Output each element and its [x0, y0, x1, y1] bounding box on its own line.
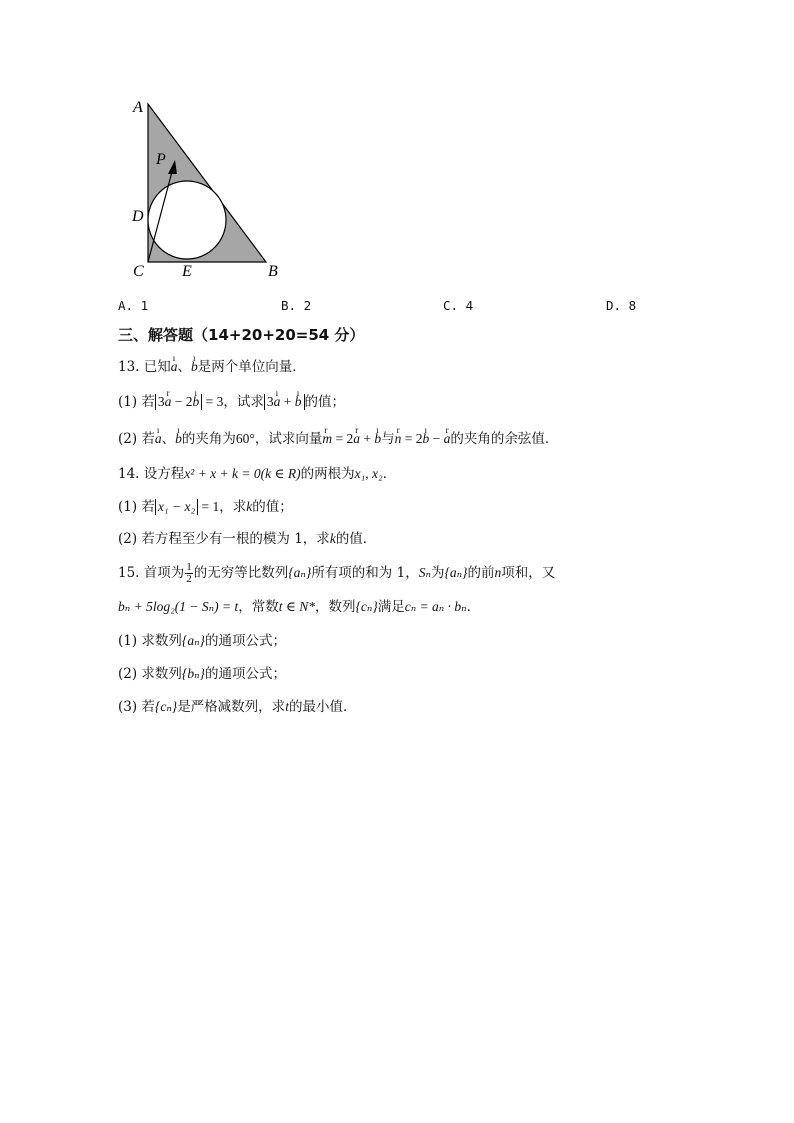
choice-b: B. 2	[281, 298, 312, 313]
q15-p1-an: {aₙ}	[181, 633, 205, 648]
q13-p2-tail: 的夹角的余弦值．	[450, 431, 559, 447]
q15-p2-label: (2)	[118, 666, 138, 682]
vector-a: ı a	[274, 394, 281, 410]
var-n: n	[494, 565, 502, 580]
label-E: E	[182, 263, 192, 280]
choice-d: D. 8	[606, 298, 637, 313]
triangle-diagram	[128, 96, 288, 286]
q14-part2	[118, 530, 376, 548]
q15-stem-line2	[118, 598, 480, 616]
vector-b: ı b	[193, 394, 200, 410]
q15-p3-tail: 的最小值．	[288, 699, 357, 715]
sequence-an-2: {aₙ}	[444, 565, 468, 580]
eq-3: = 3	[202, 394, 224, 409]
plus: +	[280, 394, 295, 409]
angle-60: 60°	[235, 431, 255, 446]
triangle-figure	[128, 96, 288, 286]
q14-p1-label: (1)	[118, 499, 138, 515]
choice-a: A. 1	[118, 298, 149, 313]
vector-a: r a	[444, 430, 451, 448]
q14-p1-if: 若	[141, 499, 155, 515]
m-expr: = 2	[332, 431, 354, 446]
q13-p2-if: 若	[141, 431, 155, 447]
and-text: 与	[381, 431, 395, 447]
q15-stem	[118, 562, 555, 585]
q15-p2-tail: 的通项公式；	[204, 666, 286, 682]
minus-2: − 2	[171, 394, 193, 409]
q14-stem-text: 设方程	[143, 466, 185, 482]
q14-p1-tail: 的值；	[252, 499, 293, 515]
q13-part2	[118, 430, 558, 448]
q15-stem-mid4: 的前	[467, 565, 495, 581]
label-P: P	[156, 151, 166, 168]
q15-line2-mid: ，常数	[238, 599, 279, 615]
q14-p2-k: k	[329, 531, 336, 546]
q13-p2-sep: 、	[161, 431, 176, 447]
q14-p2-tail: 的值．	[335, 531, 377, 547]
q15-p3-cn: {cₙ}	[154, 699, 178, 714]
q14-stem-mid: 的两根为	[300, 466, 355, 482]
vector-a: ı a	[171, 358, 178, 376]
q15-p3-mid: 是严格减数列，求	[177, 699, 286, 715]
q14-equation: x² + x + k = 0(k ∈ R)	[184, 466, 301, 481]
q15-p3-label: (3)	[118, 699, 138, 715]
q14-p1-eq: = 1	[198, 499, 220, 514]
q15-p1-text: 求数列	[141, 633, 182, 649]
vector-a: ı a	[155, 430, 162, 448]
q15-line2-end: ．	[466, 599, 481, 615]
q14-p1-mid: ，求	[219, 499, 247, 515]
label-B: B	[268, 263, 278, 280]
vector-m: r m	[322, 430, 332, 448]
fraction-one-half	[185, 562, 193, 585]
q15-stem-mid3: 为	[430, 565, 445, 581]
q15-stem-mid: 的无穷等比数列	[193, 565, 289, 581]
q13-stem	[118, 358, 306, 376]
vector-a: r a	[165, 394, 172, 410]
label-A: A	[133, 99, 143, 116]
vector-a: r a	[353, 430, 360, 448]
t-in-N: t ∈ N*	[278, 599, 315, 614]
plus: +	[359, 431, 375, 446]
q13-p1-mid: ，试求	[223, 394, 264, 410]
label-C: C	[133, 263, 144, 280]
sequence-cn: {cₙ}	[355, 599, 378, 614]
q15-stem-tail: 项和，又	[501, 565, 556, 581]
q15-p2-text: 求数列	[141, 666, 182, 682]
q14-stem	[118, 465, 396, 483]
q13-p1-if: 若	[141, 394, 155, 410]
choice-c: C. 4	[443, 298, 474, 313]
vector-b: ı b	[191, 358, 198, 376]
q13-p2-label: (2)	[118, 431, 138, 447]
frac-denominator: 2	[186, 573, 192, 585]
coef-3b: 3	[266, 394, 274, 409]
q13-p1-label: (1)	[118, 394, 138, 410]
q13-number: 13.	[118, 359, 140, 375]
q15-stem-mid2: 所有项的和为 1，	[311, 565, 419, 581]
q15-number: 15.	[118, 565, 140, 581]
frac-numerator: 1	[186, 561, 192, 573]
coef-3: 3	[157, 394, 165, 409]
q14-part1	[118, 498, 293, 516]
q15-line2-mid3: 满足	[377, 599, 405, 615]
label-D: D	[132, 208, 144, 225]
q13-p2-mid: ，试求向量	[254, 431, 323, 447]
vector-n: r n	[395, 430, 402, 448]
abs-expression-1	[155, 394, 202, 410]
minus: −	[429, 431, 444, 446]
vector-b: ı b	[374, 430, 381, 448]
q14-p2-text: 若方程至少有一根的模为 1，求	[141, 531, 330, 547]
q15-part1	[118, 632, 286, 650]
q14-number: 14.	[118, 466, 140, 482]
cn-equation: cₙ = aₙ · bₙ	[404, 599, 467, 614]
q14-p1-k: k	[246, 499, 253, 514]
q15-part2	[118, 665, 286, 683]
vector-b: ı b	[295, 394, 302, 410]
q15-p3-t: t	[285, 699, 289, 714]
q13-p1-tail: 的值；	[304, 394, 346, 410]
q15-stem-text: 首项为	[143, 565, 185, 581]
q14-p2-label: (2)	[118, 531, 138, 547]
sum-Sn: Sₙ	[418, 565, 431, 580]
q14-stem-end: ．	[382, 466, 397, 482]
q13-p2-angle-text: 的夹角为	[181, 431, 236, 447]
q15-p1-label: (1)	[118, 633, 138, 649]
q15-p1-tail: 的通项公式；	[204, 633, 286, 649]
q13-part1	[118, 393, 345, 411]
q15-part3	[118, 698, 356, 716]
q15-p3-if: 若	[141, 699, 155, 715]
q13-sep: 、	[177, 359, 192, 375]
bn-equation: bₙ + 5log₂(1 − Sₙ) = t	[118, 599, 239, 614]
q13-stem-tail: 是两个单位向量．	[197, 359, 306, 375]
section-heading: 三、解答题（14+20+20=54 分）	[118, 326, 365, 344]
q13-stem-text: 已知	[143, 359, 171, 375]
q14-abs-expr: x₁ − x₂	[155, 499, 198, 515]
q14-roots: x₁, x₂	[354, 466, 383, 481]
vector-b: ı b	[422, 430, 429, 448]
answer-choices	[0, 298, 794, 318]
q15-line2-mid2: ，数列	[314, 599, 356, 615]
vector-b: ı b	[175, 430, 182, 448]
q15-p2-bn: {bₙ}	[181, 666, 205, 681]
n-expr: = 2	[401, 431, 423, 446]
abs-expression-2	[264, 394, 305, 410]
sequence-an: {aₙ}	[288, 565, 312, 580]
